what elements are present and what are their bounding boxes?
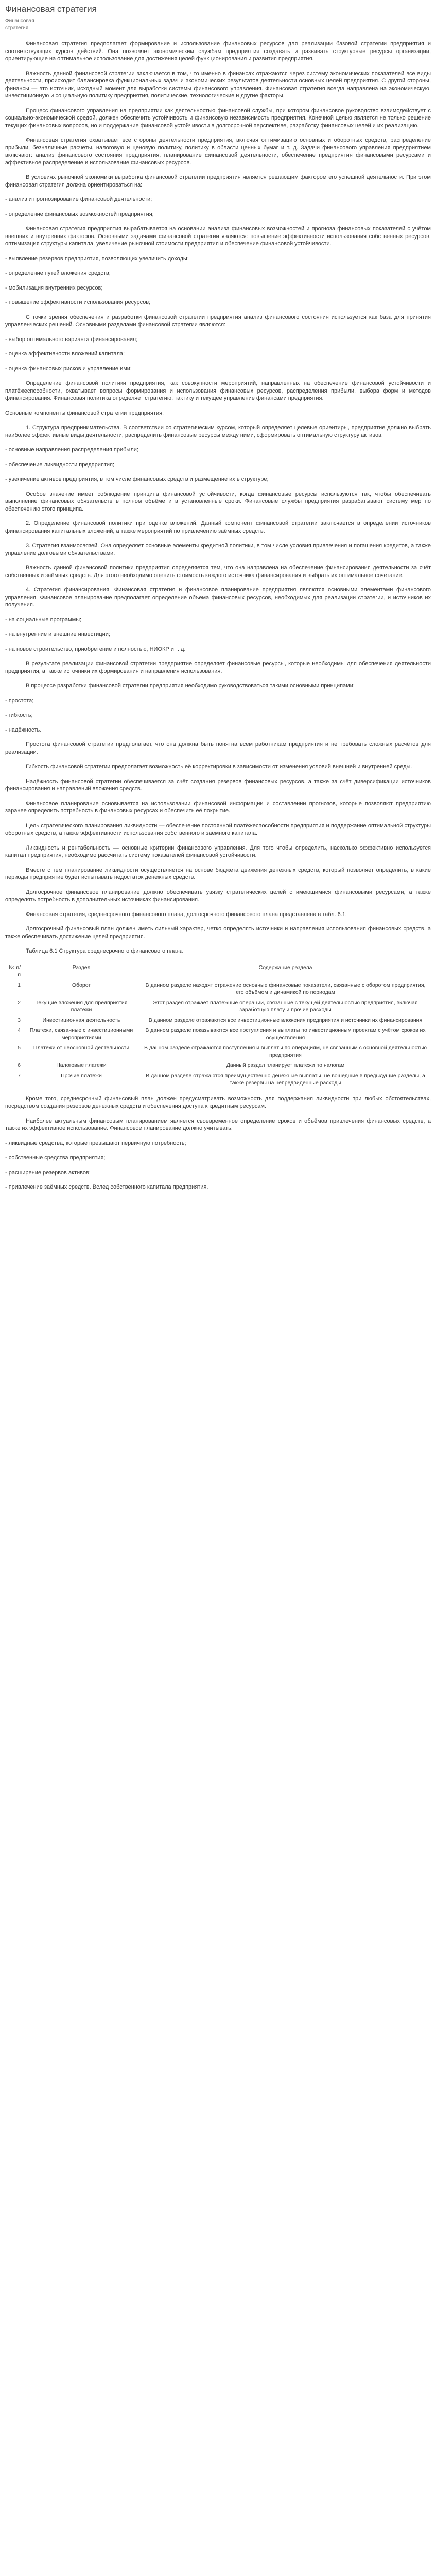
list-item: - выявление резервов предприятия, позволяющих увеличить доходы; [5, 255, 189, 262]
list-item: - определение путей вложения средств; [5, 270, 111, 276]
paragraph: Финансовая стратегия, среднесрочного финансового плана, долгосрочного финансового плана представлена в табл. 6.1. [26, 911, 347, 918]
list-item: - на социальные программы; [5, 616, 82, 623]
table-cell-number: 1 [18, 981, 21, 988]
breadcrumb [5, 18, 431, 32]
table-row [5, 1060, 431, 1071]
table-cell-section: Текущие вложения для предприятия платежи [35, 999, 128, 1013]
list-item: - простота; [5, 697, 34, 704]
list-item: - увеличение активов предприятия, в том числе финансовых средств и размещение их в структуре; [5, 476, 269, 482]
page [0, 0, 436, 1191]
table-cell-number: 2 [18, 999, 21, 1006]
table-header-cell: Раздел [72, 964, 91, 971]
paragraph: Финансовая стратегия охватывает все стороны деятельности предприятия, включая оптимизацию основных и оборотных средств, распределение прибыли, безналичные расчёты, налоговую и ценовую политику, политику в области ценных бумаг и т. д. Задачи финансового управления предприятием включают: анализ финансового состояния предприятия, планирование финансовой деятельности, обеспечение предприятия финансовыми ресурсами и эффективное распределение и использование финансовых ресурсов. [5, 137, 431, 166]
paragraph: Кроме того, среднесрочный финансовый план должен предусматривать возможность для поддержания ликвидности при любых обстоятельствах, посредством создания резервов денежных средств и обеспечения доступа к кредитным ресурсам. [5, 1095, 431, 1109]
paragraph: Важность данной финансовой политики предприятия определяется тем, что она направлена на обеспечение финансирования деятельности за счёт собственных и заёмных средств. Для этого необходимо оценить стоимость каждого источника финансирования и выбрать их оптимальное сочетание. [5, 565, 431, 579]
list-item: - привлечение заёмных средств. Вслед собственного капитала предприятия. [5, 1184, 208, 1190]
list-item: - собственные средства предприятия; [5, 1155, 106, 1161]
list-item: - оценка эффективности вложений капитала; [5, 351, 125, 357]
paragraph: В процессе разработки финансовой стратегии предприятия необходимо руководствоваться такими основными принципами: [26, 683, 355, 689]
paragraph: 2. Определение финансовой политики при оценке вложений. Данный компонент финансовой стратегии заключается в определении источников финансирования капитальных вложений, а также мероприятий по привлечению заёмных средств. [5, 520, 431, 534]
list-item: - расширение резервов активов; [5, 1169, 91, 1176]
list-item: - выбор оптимального варианта финансирования; [5, 336, 138, 343]
paragraph: Цель стратегического планирования ликвидности — обеспечение постоянной платёжеспособности предприятия и поддержание оптимальной структуры оборотных средств, а также эффективности использования собственного и заёмного капитала. [5, 822, 431, 836]
paragraph: Вместе с тем планирование ликвидности осуществляется на основе бюджета движения денежных средств, который позволяет определить, в какие периоды предприятие будет испытывать недостаток денежных средств. [5, 867, 431, 880]
paragraph: В результате реализации финансовой стратегии предприятие определяет финансовые ресурсы, которые необходимы для обеспечения деятельности предприятия, а также источники их формирования и направления использования. [5, 660, 431, 674]
table-cell-number: 7 [18, 1072, 21, 1079]
paragraph: Основные компоненты финансовой стратегии предприятия: [5, 410, 164, 416]
list-item: - гибкость; [5, 712, 33, 718]
table-row [5, 1015, 431, 1025]
paragraph: Долгосрочное финансовое планирование должно обеспечивать увязку стратегических целей с имеющимися финансовыми ресурсами, а также определять потребность в дополнительных источниках финансирования. [5, 889, 431, 903]
table-cell-content: В данном разделе отражаются все инвестиционные вложения предприятия и источники их финансирования [148, 1016, 423, 1023]
table-row [5, 1043, 431, 1060]
table-cell-section: Инвестиционная деятельность [42, 1016, 120, 1023]
list-item: - оценка финансовых рисков и управление ими; [5, 365, 132, 372]
table-cell-section: Прочие платежи [61, 1072, 102, 1079]
table-cell-content: В данном разделе отражаются поступления и выплаты по операциям, не связанным с основной деятельностью предприятия [144, 1044, 427, 1058]
table-cell-number: 3 [18, 1016, 21, 1023]
list-item: - обеспечение ликвидности предприятия; [5, 461, 115, 468]
article-body [5, 40, 431, 1191]
table-cell-content: В данном разделе находят отражение основные финансовые показатели, связанные с оборотом предприятия, его объёмом и динамикой по периодам [145, 981, 426, 995]
list-item: - мобилизация внутренних ресурсов; [5, 284, 103, 291]
paragraph: Процесс финансового управления на предприятии как деятельностью финансовой службы, при котором финансовое руководство взаимодействует с социально-экономической средой, должен обеспечить устойчивость и финансовую независимость предприятия. Конечной целью является не только решение текущих финансовых вопросов, но и поддержание финансовой устойчивости в долгосрочной перспективе, разработку финансовых целей и их реализацию. [5, 107, 431, 129]
paragraph: Надёжность финансовой стратегии обеспечивается за счёт создания резервов финансовых ресурсов, а также за счёт диверсификации источников финансирования и направлений вложения средств. [5, 778, 431, 792]
list-item: - ликвидные средства, которые превышают первичную потребность; [5, 1140, 186, 1146]
paragraph: Ликвидность и рентабельность — основные критерии финансового управления. Для того чтобы определить, насколько эффективно используется капитал предприятия, необходимо рассчитать систему показателей финансовой устойчивости. [5, 844, 431, 858]
list-item: - повышение эффективности использования ресурсов; [5, 299, 151, 306]
table-cell-content: Этот раздел отражает платёжные операции, связанные с текущей деятельностью предприятия, включая заработную плату и прочие расходы [153, 999, 418, 1013]
table-cell-content: Данный раздел планирует платежи по налогам [226, 1062, 345, 1069]
paragraph: Простота финансовой стратегии предполагает, что она должна быть понятна всем работникам предприятия и не требовать сложных расчётов для реализации. [5, 741, 431, 755]
paragraph: 3. Стратегия взаимосвязей. Она определяет основные элементы кредитной политики, в том числе условия привлечения и погашения кредитов, а также управление долговыми обязательствами. [5, 543, 431, 556]
list-item: - анализ и прогнозирование финансовой деятельности; [5, 196, 152, 202]
paragraph: С точки зрения обеспечения и разработки финансовой стратегии предприятия анализ финансового состояния используется как база для принятия управленческих решений. Основными разделами финансовой стратегии являются: [5, 314, 431, 328]
financial-plan-table [5, 962, 431, 1088]
table-header-cell: Содержание раздела [258, 964, 312, 971]
paragraph: Особое значение имеет соблюдение принципа финансовой устойчивости, когда финансовые ресурсы используются так, чтобы обеспечивать выполнение финансовых обязательств в полном объёме и в установленные сроки. Финансовые службы предприятия разрабатывают систему мер по обеспечению этого принципа. [5, 490, 431, 512]
table-header-row [5, 962, 431, 980]
table-cell-section: Платежи, связанные с инвестиционными мероприятиями [29, 1027, 133, 1041]
table-row [5, 1025, 431, 1043]
paragraph: Финансовая стратегия предприятия вырабатывается на основании анализа финансовых возможностей и прогноза финансовых показателей с учётом внешних и внутренних факторов. Основными задачами финансовой стратегии являются: повышение эффективности использования собственных ресурсов, оптимизация структуры капитала, увеличение рыночной стоимости предприятия и обеспечение финансовой устойчивости. [5, 226, 431, 247]
list-item: - на новое строительство, приобретение и полностью, НИОКР и т. д. [5, 646, 186, 652]
table-cell-section: Оборот [72, 981, 91, 988]
table-cell-number: 5 [18, 1044, 21, 1051]
table-cell-number: 4 [18, 1027, 21, 1033]
table-cell-number: 6 [18, 1062, 21, 1069]
paragraph: Финансовая стратегия предполагает формирование и использование финансовых ресурсов для реализации базовой стратегии предприятия и соответствующих курсов действий. Она позволяет экономическим службам предприятия создавать и развивать структурные ресурсы организации, ориентирующие на оптимальное использование для достижения целей функционирования и развития предприятия. [5, 41, 431, 62]
table-cell-content: В данном разделе показываются все поступления и выплаты по инвестиционным проектам с учётом сроков их осуществления [145, 1027, 426, 1041]
list-item: - определение финансовых возможностей предприятия; [5, 211, 154, 217]
table-caption: Таблица 6.1 Структура среднесрочного финансового плана [26, 948, 183, 954]
paragraph: Наиболее актуальным финансовым планированием является своевременное определение сроков и объёмов привлечения финансовых средств, а также их эффективное использование. Финансовое планирование должно учитывать: [5, 1117, 431, 1131]
paragraph: 4. Стратегия финансирования. Финансовая стратегия и финансовое планирование предприятия являются основными элементами финансового управления. Финансовое планирование предполагает определение объёма финансовых ресурсов, необходимых для реализации стратегии, и источников их получения. [5, 587, 431, 608]
list-item: - на внутренние и внешние инвестиции; [5, 631, 110, 637]
table-row [5, 980, 431, 997]
list-item: - надёжность. [5, 726, 42, 733]
page-title: Финансовая стратегия [5, 4, 97, 14]
breadcrumb-item[interactable]: Финансовая [5, 18, 34, 24]
paragraph: В условиях рыночной экономики выработка финансовой стратегии предприятия является решающим фактором его успешной деятельности. При этом финансовая стратегия должна ориентироваться на: [5, 174, 431, 188]
table-cell-section: Налоговые платежи [56, 1062, 107, 1069]
paragraph: Важность данной финансовой стратегии заключается в том, что именно в финансах отражаются через систему экономических показателей все виды деятельности, происходит балансировка функциональных задач и экономических результатов деятельности основных целей предприятия. С другой стороны, финансы — это источник, исходный момент для выработки системы финансового управления. Финансовая стратегия всегда направлена на экономическую, инвестиционную и социальную политику предприятия, политические, технологические и другие факторы. [5, 70, 431, 99]
table-row [5, 997, 431, 1015]
table-header-cell: № п/п [9, 964, 21, 978]
paragraph: Долгосрочный финансовый план должен иметь сильный характер, четко определять источники и направления использования финансовых средств, а также обеспечивать достижение целей предприятия. [5, 926, 431, 940]
paragraph: Финансовое планирование основывается на использовании финансовой информации и составлении прогнозов, которые позволяют предприятию заранее определить потребность в финансовых ресурсах и обеспечить её покрытие. [5, 800, 431, 814]
paragraph: Гибкость финансовой стратегии предполагает возможность её корректировки в зависимости от изменения условий внешней и внутренней среды. [26, 764, 412, 770]
paragraph: Определение финансовой политики предприятия, как совокупности мероприятий, направленных на обеспечение финансовой устойчивости и платёжеспособности, охватывает вопросы формирования и использования финансовых ресурсов, распределения прибыли, выбора форм и методов финансирования. Финансовая политика определяет стратегию, тактику и текущее управление финансами предприятия. [5, 380, 431, 401]
table-cell-content: В данном разделе отражаются преимущественно денежные выплаты, не вошедшие в предыдущие разделы, а также резервы на непредвиденные расходы [146, 1072, 425, 1086]
table-cell-section: Платежи от неосновной деятельности [33, 1044, 130, 1051]
breadcrumb-item: стратегия [5, 25, 29, 31]
list-item: - основные направления распределения прибыли; [5, 447, 138, 453]
paragraph: 1. Структура предпринимательства. В соответствии со стратегическим курсом, который определяет целевые ориентиры, предприятие должно выбрать наиболее эффективные виды деятельности, распределить финансовые ресурсы между ними, сформировать оптимальную структуру активов. [5, 425, 431, 438]
table-row [5, 1071, 431, 1088]
